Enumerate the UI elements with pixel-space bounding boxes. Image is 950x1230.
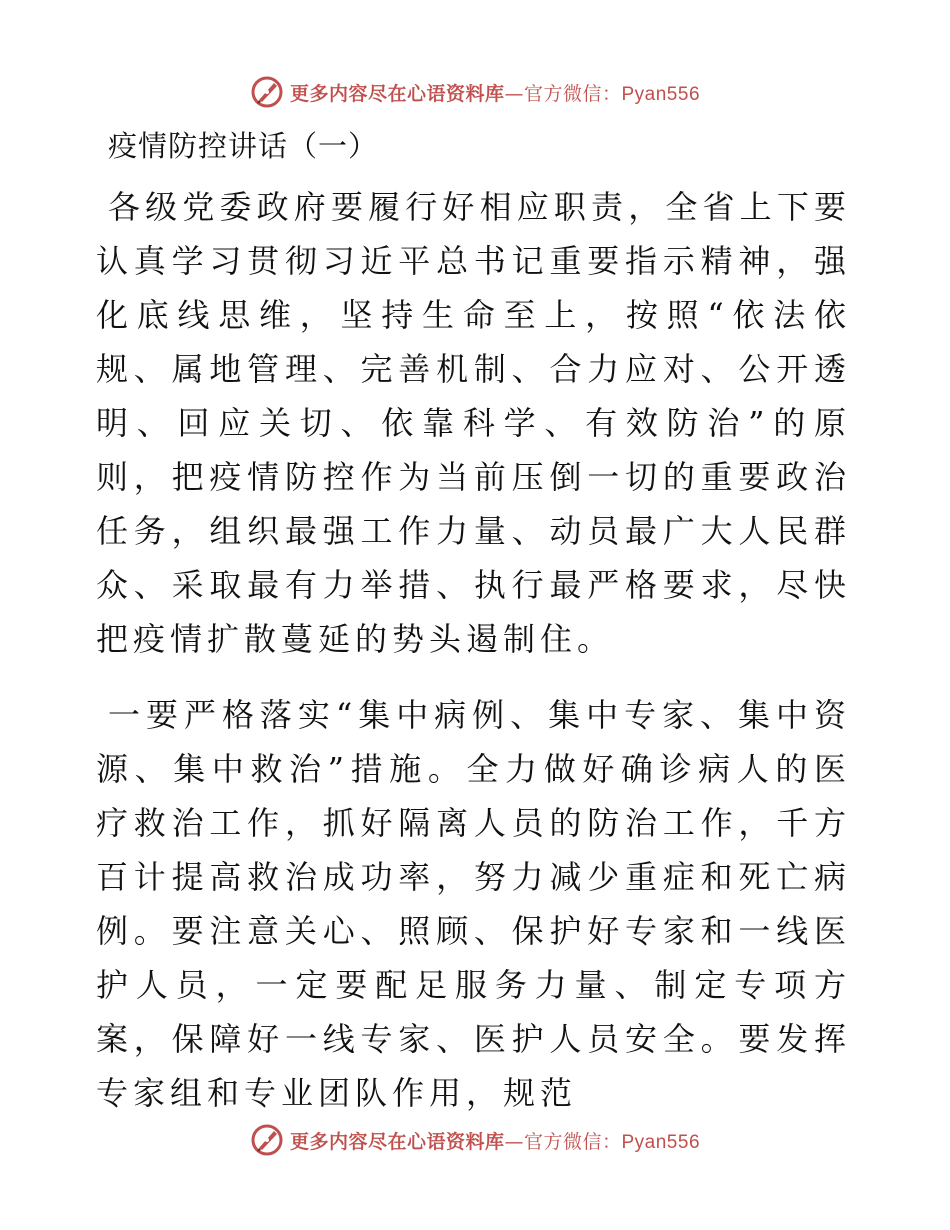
paragraph-2: 一要严格落实“集中病例、集中专家、集中资源、集中救治”措施。全力做好确诊病人的医疗救治工作，抓好隔离人员的防治工作，千方百计提高救治成功率，努力减少重症和死亡病例。要注意关心、照顾、保护好专家和一线医护人员，一定要配足服务力量、制定专项方案，保障好一线专家、医护人员安全。要发挥专家组和专业团队作用，规范 (96, 696, 851, 1112)
banner-dash: — (504, 1130, 524, 1153)
footer-banner (0, 1120, 950, 1160)
document-title: 疫情防控讲话（一） (108, 129, 379, 163)
banner-content (250, 75, 700, 109)
header-banner (0, 72, 950, 112)
banner-wechat-label: 官方微信： (523, 82, 622, 105)
document-body (96, 122, 851, 1142)
banner-dash: — (504, 82, 524, 105)
banner-wechat-id: Pyan556 (621, 1131, 701, 1153)
banner-text (290, 1127, 700, 1154)
quill-pen-circle-icon (250, 75, 284, 109)
paragraph-1: 各级党委政府要履行好相应职责，全省上下要认真学习贯彻习近平总书记重要指示精神，强化底线思维，坚持生命至上，按照“依法依规、属地管理、完善机制、合力应对、公开透明、回应关切、依靠科学、有效防治”的原则，把疫情防控作为当前压倒一切的重要政治任务，组织最强工作力量、动员最广大人民群众、采取最有力举措、执行最严格要求，尽快把疫情扩散蔓延的势头遏制住。 (96, 188, 851, 658)
banner-text (290, 79, 700, 106)
quill-pen-circle-icon (250, 1123, 284, 1157)
banner-main-text: 更多内容尽在心语资料库 (289, 82, 505, 105)
banner-main-text: 更多内容尽在心语资料库 (289, 1130, 505, 1153)
banner-wechat-id: Pyan556 (621, 83, 701, 105)
banner-wechat-label: 官方微信： (523, 1130, 622, 1153)
banner-content (250, 1123, 700, 1157)
